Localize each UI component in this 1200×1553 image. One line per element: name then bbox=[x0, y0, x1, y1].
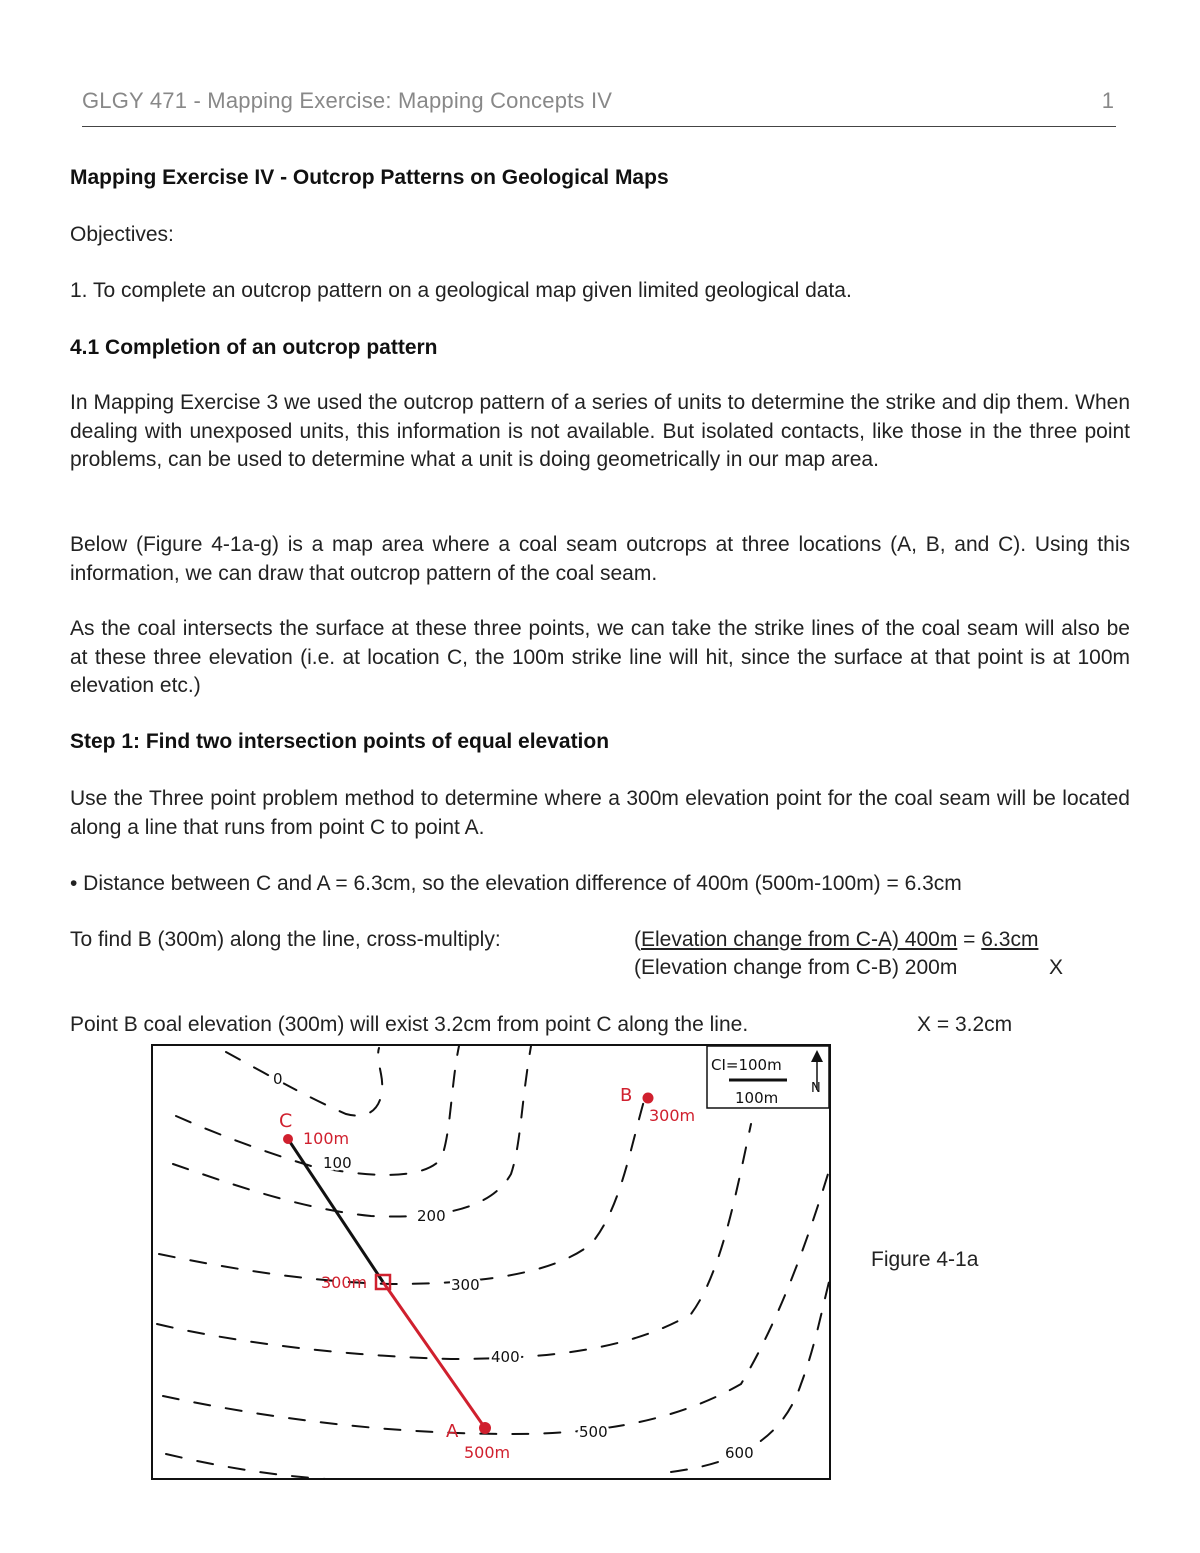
paragraph-strike-lines: As the coal intersects the surface at these three points, we can take the strike lines of the coal seam will also be at these three elevation (i.e. at location C, the 100m strike line will hit, since the surface at that point is at 100m elevation etc.) bbox=[70, 617, 1130, 697]
contour-label-300: 300 bbox=[451, 1276, 480, 1294]
cross-multiply-label: To find B (300m) along the line, cross-multiply: bbox=[70, 928, 501, 951]
equation-open-paren: ( bbox=[634, 928, 641, 951]
map-legend bbox=[707, 1046, 829, 1108]
header-title: GLGY 471 - Mapping Exercise: Mapping Concepts IV bbox=[82, 88, 613, 113]
point-b-elevation: 300m bbox=[649, 1106, 696, 1125]
contour-label-100: 100 bbox=[323, 1154, 352, 1172]
figure-caption: Figure 4-1a bbox=[871, 1248, 979, 1271]
equation-bottom-x: X bbox=[1049, 956, 1064, 979]
bullet-distance: • Distance between C and A = 6.3cm, so the elevation difference of 400m (500m-100m) = 6.3cm bbox=[70, 872, 962, 895]
objective-item: 1. To complete an outcrop pattern on a geological map given limited geological data. bbox=[70, 279, 852, 302]
point-a-marker bbox=[479, 1422, 491, 1434]
legend-scale-text: 100m bbox=[735, 1089, 779, 1107]
equation-equals: = bbox=[957, 928, 982, 951]
contour-map-svg bbox=[151, 1044, 831, 1480]
point-a-label: A bbox=[446, 1421, 459, 1442]
objectives-label: Objectives: bbox=[70, 223, 174, 246]
section-heading: 4.1 Completion of an outcrop pattern bbox=[70, 336, 438, 359]
page-header bbox=[82, 88, 1116, 127]
point-c-elevation: 100m bbox=[303, 1129, 350, 1148]
point-b-label: B bbox=[620, 1085, 633, 1106]
equation-top-right: 6.3cm bbox=[981, 928, 1039, 951]
point-c-label: C bbox=[279, 1110, 293, 1132]
equation-bottom-left: (Elevation change from C-B) 200m bbox=[634, 956, 958, 979]
equation-top bbox=[634, 926, 1038, 954]
map-border bbox=[152, 1045, 830, 1479]
paragraph-figure-intro: Below (Figure 4-1a-g) is a map area where a coal seam outcrops at three locations (A, B, and C). Using this information, we can draw that outcrop pattern of the coal seam. bbox=[70, 533, 1130, 585]
point-c-marker bbox=[283, 1134, 293, 1144]
legend-contour-interval: CI=100m bbox=[711, 1056, 782, 1074]
paragraph-intro: In Mapping Exercise 3 we used the outcrop pattern of a series of units to determine the strike and dip them. When dealing with unexposed units, this information is not available. But isolated contacts, like those in the three point problems, can be used to determine what a unit is doing geometrically in our map area. bbox=[70, 391, 1130, 471]
point-b-marker bbox=[643, 1093, 654, 1104]
interp-elevation: 300m bbox=[321, 1273, 368, 1292]
contour-label-200: 200 bbox=[417, 1207, 446, 1225]
step-heading: Step 1: Find two intersection points of equal elevation bbox=[70, 730, 610, 753]
equation-top-left: Elevation change from C-A) 400m bbox=[641, 928, 958, 951]
figure-map bbox=[151, 1044, 831, 1480]
result-line: Point B coal elevation (300m) will exist 3.2cm from point C along the line. bbox=[70, 1013, 749, 1036]
north-label: N bbox=[811, 1081, 821, 1096]
result-value: X = 3.2cm bbox=[917, 1013, 1013, 1036]
contour-label-500: 500 bbox=[579, 1423, 608, 1441]
paragraph-method: Use the Three point problem method to determine where a 300m elevation point for the coal seam will be located along a line that runs from point C to point A. bbox=[70, 787, 1130, 839]
page-number: 1 bbox=[1101, 88, 1114, 113]
contour-label-400: 400 bbox=[491, 1348, 520, 1366]
document-title: Mapping Exercise IV - Outcrop Patterns on Geological Maps bbox=[70, 166, 669, 189]
contour-label-600: 600 bbox=[725, 1444, 754, 1462]
contour-label-0: 0 bbox=[273, 1070, 283, 1088]
point-a-elevation: 500m bbox=[464, 1443, 511, 1462]
